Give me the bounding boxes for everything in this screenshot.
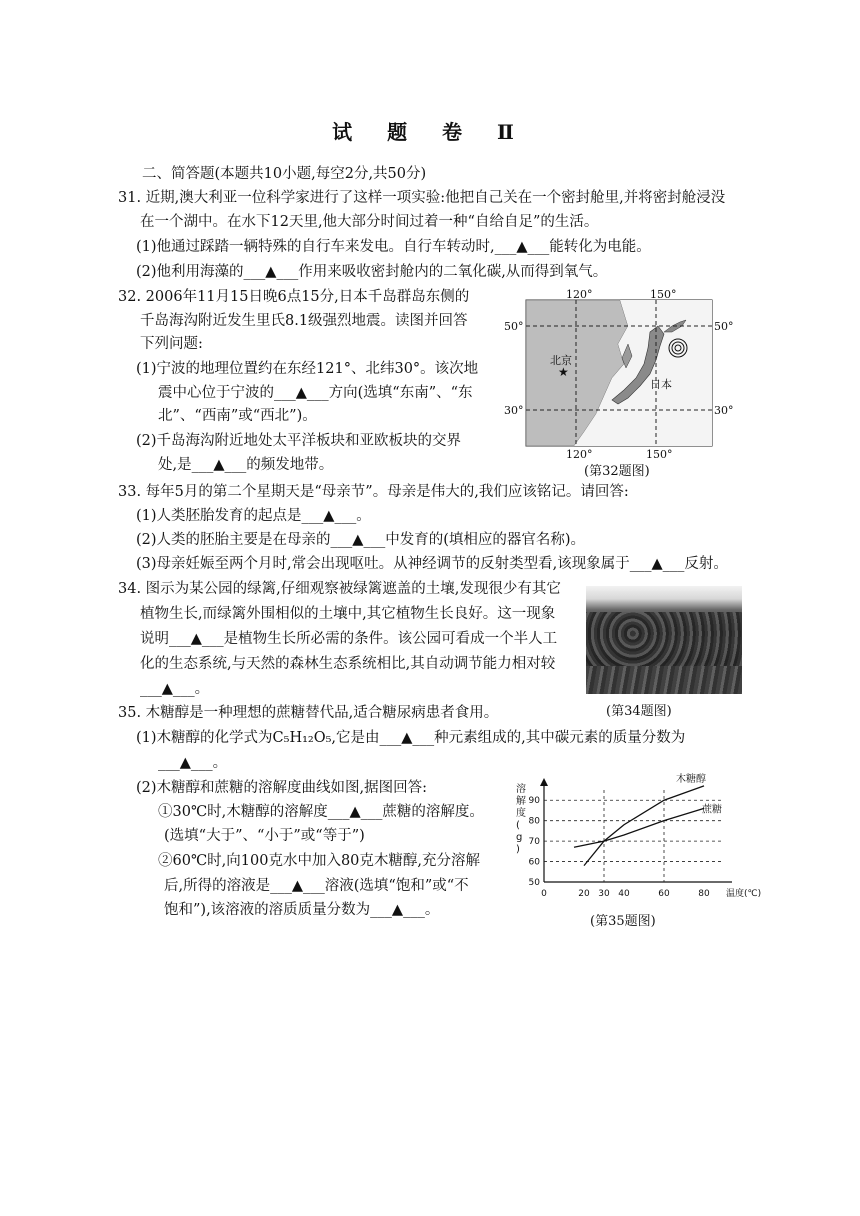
map-lon-label-bottom-1: 120° [566, 448, 593, 461]
q35-part1-cont: ___▲___。 [158, 755, 228, 771]
earthquake-map [500, 286, 740, 472]
q31-part2: (2)他利用海藻的___▲___作用来吸收密封舱内的二氧化碳,从而得到氧气。 [136, 264, 608, 280]
q34-stem-cont4: ___▲___。 [140, 681, 210, 697]
q31-stem: 31. 近期,澳大利亚一位科学家进行了这样一项实验:他把自己关在一个密封舱里,并将密封舱浸没 [118, 190, 726, 206]
q35-part2-sub2-cont2: 饱和”),该溶液的溶质质量分数为___▲___。 [164, 902, 440, 918]
solubility-chart [504, 773, 762, 910]
map-lat-label-right-2: 30° [714, 404, 734, 417]
q32-part2-cont: 处,是___▲___的频发地带。 [158, 457, 334, 473]
q33-part3: (3)母亲妊娠至两个月时,常会出现呕吐。从神经调节的反射类型看,该现象属于___▲___反射。 [136, 556, 728, 572]
q35-part2-sub1-cont: (选填“大于”、“小于”或“等于”) [164, 828, 365, 844]
y-axis-label-char: 解 [516, 796, 526, 807]
x-tick-label: 60 [658, 889, 670, 899]
hedge-texture [586, 612, 742, 666]
q35-part1: (1)木糖醇的化学式为C₅H₁₂O₅,它是由___▲___种元素组成的,其中碳元素的质量分数为 [136, 730, 686, 746]
x-tick-label: 80 [698, 889, 710, 899]
x-tick-label: 40 [618, 889, 630, 899]
q35-part2-sub2-cont: 后,所得的溶液是___▲___溶液(选填“饱和”或“不 [164, 878, 469, 894]
q32-part1-cont: 震中心位于宁波的___▲___方向(选填“东南”、“东 [158, 385, 473, 401]
y-tick-label: 90 [528, 796, 540, 807]
q32-part2: (2)千岛海沟附近地处太平洋板块和亚欧板块的交界 [136, 433, 462, 449]
y-axis-label-char: 度 [516, 808, 526, 819]
y-axis-label-char: ) [516, 844, 520, 855]
q33-part2: (2)人类的胚胎主要是在母亲的___▲___中发育的(填相应的器官名称)。 [136, 532, 586, 548]
y-tick-label: 70 [528, 837, 540, 848]
map-lon-label-bottom-2: 150° [646, 448, 673, 461]
q34-stem-cont: 植物生长,而绿篱外围相似的土壤中,其它植物生长良好。这一现象 [140, 606, 556, 622]
q31-stem-cont: 在一个湖中。在水下12天里,他大部分时间过着一种“自给自足”的生活。 [140, 214, 599, 230]
q31-part1: (1)他通过踩踏一辆特殊的自行车来发电。自行车转动时,___▲___能转化为电能。 [136, 239, 651, 255]
map-lat-label-right-1: 50° [714, 320, 734, 333]
soil-texture [586, 666, 742, 694]
q35-part2-sub1: ①30℃时,木糖醇的溶解度___▲___蔗糖的溶解度。 [158, 804, 484, 820]
x-tick-label: 20 [578, 889, 590, 899]
photo-caption: (第34题图) [606, 704, 672, 719]
q35-part2: (2)木糖醇和蔗糖的溶解度曲线如图,据图回答: [136, 780, 428, 796]
q33-part1: (1)人类胚胎发育的起点是___▲___。 [136, 508, 371, 524]
series-line-xylitol [584, 786, 704, 866]
q32-stem-cont: 千岛海沟附近发生里氏8.1级强烈地震。读图并回答 [140, 313, 468, 329]
series-label: 蔗糖 [702, 804, 722, 816]
q34-stem: 34. 图示为某公园的绿篱,仔细观察被绿篱遮盖的土壤,发现很少有其它 [118, 581, 561, 597]
q33-stem: 33. 每年5月的第二个星期天是“母亲节”。母亲是伟大的,我们应该铭记。请回答: [118, 484, 629, 500]
hedge-photo [586, 586, 742, 694]
beijing-star-icon: ★ [558, 365, 569, 379]
q32-stem: 32. 2006年11月15日晚6点15分,日本千岛群岛东侧的 [118, 289, 470, 305]
q32-stem-cont2: 下列问题: [140, 336, 203, 352]
y-axis-label-char: g [516, 832, 523, 843]
y-axis-label-char: ( [516, 820, 520, 831]
map-lon-label-top-1: 120° [566, 288, 593, 301]
q32-part1: (1)宁波的地理位置约在东经121°、北纬30°。该次地 [136, 361, 479, 377]
x-tick-label: 30 [598, 889, 610, 899]
q34-stem-cont3: 化的生态系统,与天然的森林生态系统相比,其自动调节能力相对较 [140, 656, 556, 672]
series-label: 木糖醇 [676, 773, 706, 785]
x-axis-label: 温度(℃) [726, 889, 762, 899]
x-tick-label: 0 [541, 889, 547, 899]
q34-stem-cont2: 说明___▲___是植物生长所必需的条件。该公园可看成一个半人工 [140, 631, 558, 647]
y-tick-label: 80 [528, 816, 540, 827]
map-city-label: 北京 [550, 354, 572, 367]
q35-stem: 35. 木糖醇是一种理想的蔗糖替代品,适合糖尿病患者食用。 [118, 705, 499, 721]
y-axis-arrow-icon [540, 778, 548, 786]
map-country-label: 日本 [650, 378, 672, 391]
q35-part2-sub2: ②60℃时,向100克水中加入80克木糖醇,充分溶解 [158, 853, 481, 869]
paper-title: 试 题 卷 Ⅱ [332, 120, 528, 144]
y-axis-label-char: 溶 [516, 784, 526, 795]
section-header: 二、简答题(本题共10小题,每空2分,共50分) [142, 166, 427, 182]
map-caption: (第32题图) [584, 464, 650, 479]
map-lon-label-top-2: 150° [650, 288, 677, 301]
y-tick-label: 50 [528, 878, 540, 888]
map-lat-label-left-1: 50° [504, 320, 524, 333]
q32-part1-cont2: 北”、“西南”或“西北”)。 [158, 408, 317, 424]
chart-caption: (第35题图) [590, 914, 656, 929]
y-tick-label: 60 [528, 857, 540, 868]
map-lat-label-left-2: 30° [504, 404, 524, 417]
